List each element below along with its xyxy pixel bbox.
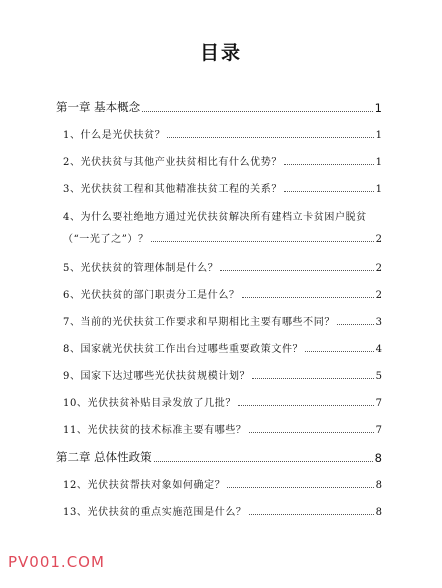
- toc-leader: [220, 270, 373, 271]
- toc-page-number: 1: [375, 130, 382, 141]
- toc-page-number: 1: [374, 101, 382, 115]
- toc-item-1[interactable]: [63, 126, 382, 141]
- toc-label: 6、光伏扶贫的部门职责分工是什么？: [63, 290, 240, 301]
- toc-label: 第一章 基本概念: [56, 100, 141, 114]
- toc-item-11[interactable]: [63, 421, 382, 436]
- toc-leader: [249, 514, 374, 515]
- toc-item-5[interactable]: [63, 259, 382, 274]
- toc-label: 11、光伏扶贫的技术标准主要有哪些？: [63, 425, 247, 436]
- toc-label: 9、国家下达过哪些光伏扶贫规模计划？: [63, 371, 251, 382]
- toc-page-number: 7: [375, 398, 382, 409]
- toc-item-3[interactable]: [63, 180, 382, 195]
- toc-item-9[interactable]: [63, 367, 382, 382]
- toc-label: 5、光伏扶贫的管理体制是什么？: [63, 263, 219, 274]
- toc-item-13[interactable]: [63, 503, 382, 518]
- toc-label: 1、什么是光伏扶贫？: [63, 130, 166, 141]
- toc-item-7[interactable]: [63, 313, 382, 328]
- toc-item-4[interactable]: [63, 230, 382, 245]
- toc-label: 8、国家就光伏扶贫工作出台过哪些重要政策文件？: [63, 344, 304, 355]
- toc-label: 3、光伏扶贫工程和其他精准扶贫工程的关系？: [63, 184, 282, 195]
- toc-leader: [305, 351, 373, 352]
- toc-leader: [284, 164, 374, 165]
- toc-chapter-1[interactable]: [56, 99, 382, 115]
- toc-leader: [337, 324, 374, 325]
- site-watermark: PV001.COM: [8, 553, 105, 571]
- toc-leader: [249, 432, 374, 433]
- toc-leader: [284, 191, 374, 192]
- toc-label: 第二章 总体性政策: [56, 450, 152, 464]
- toc-page-number: 1: [375, 157, 382, 168]
- toc-page-number: 2: [375, 290, 382, 301]
- toc-page-number: 8: [375, 507, 382, 518]
- toc-page-number: 3: [375, 317, 382, 328]
- toc-label: 12、光伏扶贫帮扶对象如何确定？: [63, 480, 226, 491]
- toc-page-number: 8: [374, 451, 382, 465]
- toc-page-number: 2: [375, 263, 382, 274]
- toc-leader: [242, 297, 374, 298]
- toc-label-continued: （“一光了之”）？: [63, 234, 149, 245]
- toc-item-6[interactable]: [63, 286, 382, 301]
- toc-leader: [154, 461, 373, 462]
- toc-page-number: 7: [375, 425, 382, 436]
- toc-chapter-2[interactable]: [56, 449, 382, 465]
- toc-item-10[interactable]: [63, 394, 382, 409]
- toc-leader: [227, 487, 373, 488]
- toc-leader: [151, 241, 374, 242]
- toc-leader: [142, 111, 373, 112]
- toc-page-number: 1: [375, 184, 382, 195]
- toc-page-number: 2: [375, 234, 382, 245]
- page-title: 目录: [199, 42, 242, 64]
- toc-page-number: 5: [375, 371, 382, 382]
- toc-leader: [238, 405, 374, 406]
- toc-page-number: 8: [375, 480, 382, 491]
- toc-leader: [252, 378, 373, 379]
- toc-label: 7、当前的光伏扶贫工作要求和早期相比主要有哪些不同？: [63, 317, 335, 328]
- toc-item-2[interactable]: [63, 153, 382, 168]
- toc-item-4-line1[interactable]: 4、为什么要社绝地方通过光伏扶贫解决所有建档立卡贫困户脱贫: [63, 212, 367, 223]
- toc-label: 2、光伏扶贫与其他产业扶贫相比有什么优势？: [63, 157, 282, 168]
- toc-item-12[interactable]: [63, 476, 382, 491]
- toc-item-8[interactable]: [63, 340, 382, 355]
- toc-label: 10、光伏扶贫补贴目录发放了几批？: [63, 398, 236, 409]
- toc-page-number: 4: [375, 344, 382, 355]
- toc-label: 13、光伏扶贫的重点实施范围是什么？: [63, 507, 247, 518]
- toc-leader: [167, 137, 373, 138]
